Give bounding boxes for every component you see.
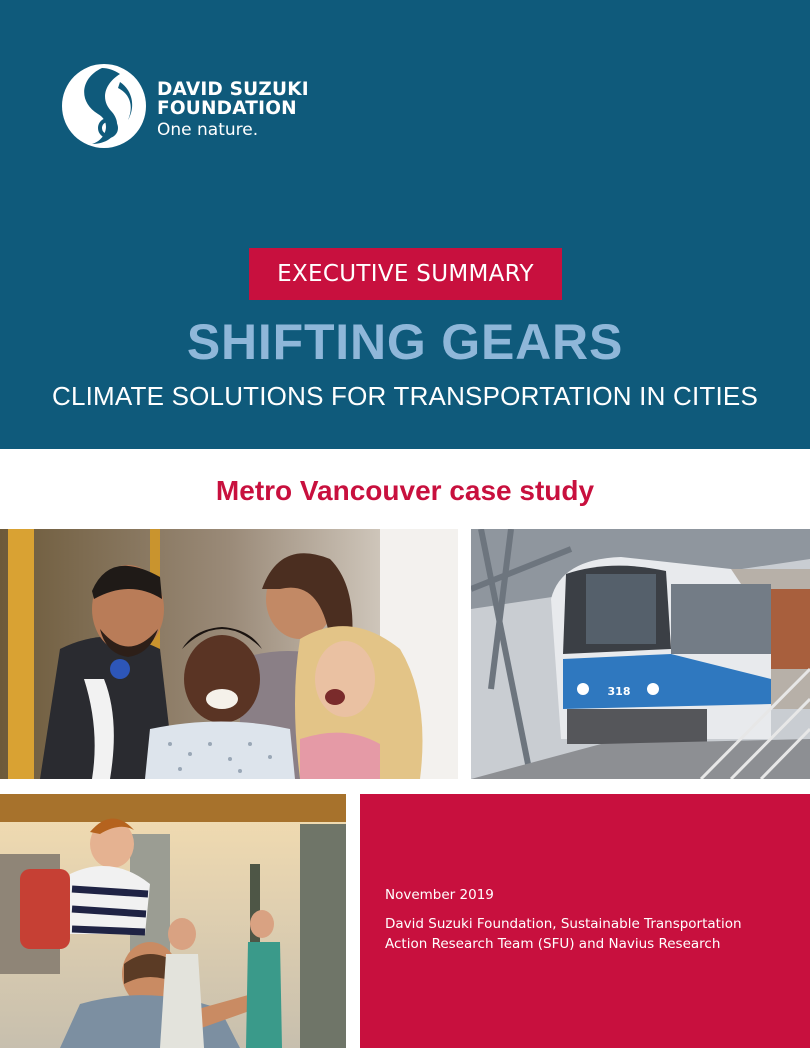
logo-line-2: FOUNDATION (157, 98, 297, 119)
photo-group-of-friends (0, 529, 458, 779)
report-title: SHIFTING GEARS (186, 314, 624, 370)
logo-line-1: DAVID SUZUKI (157, 79, 309, 100)
publication-info-panel (360, 794, 810, 1048)
logo-tagline: One nature. (157, 120, 259, 140)
publication-authors: David Suzuki Foundation, Sustainable Transportation Action Research Team (SFU) and Navius Research (385, 916, 742, 952)
david-suzuki-foundation-logo-icon (62, 64, 146, 148)
logo-wordmark (157, 80, 309, 141)
executive-summary-badge: EXECUTIVE SUMMARY (249, 248, 562, 300)
train-number: 318 (607, 685, 631, 698)
header-band (0, 0, 810, 449)
case-study-heading: Metro Vancouver case study (215, 475, 595, 506)
photo-skytrain (471, 529, 810, 779)
report-subtitle: CLIMATE SOLUTIONS FOR TRANSPORTATION IN CITIES (52, 381, 758, 411)
publication-date: November 2019 (385, 887, 494, 903)
photo-father-and-child-at-bus-stop (0, 794, 346, 1048)
